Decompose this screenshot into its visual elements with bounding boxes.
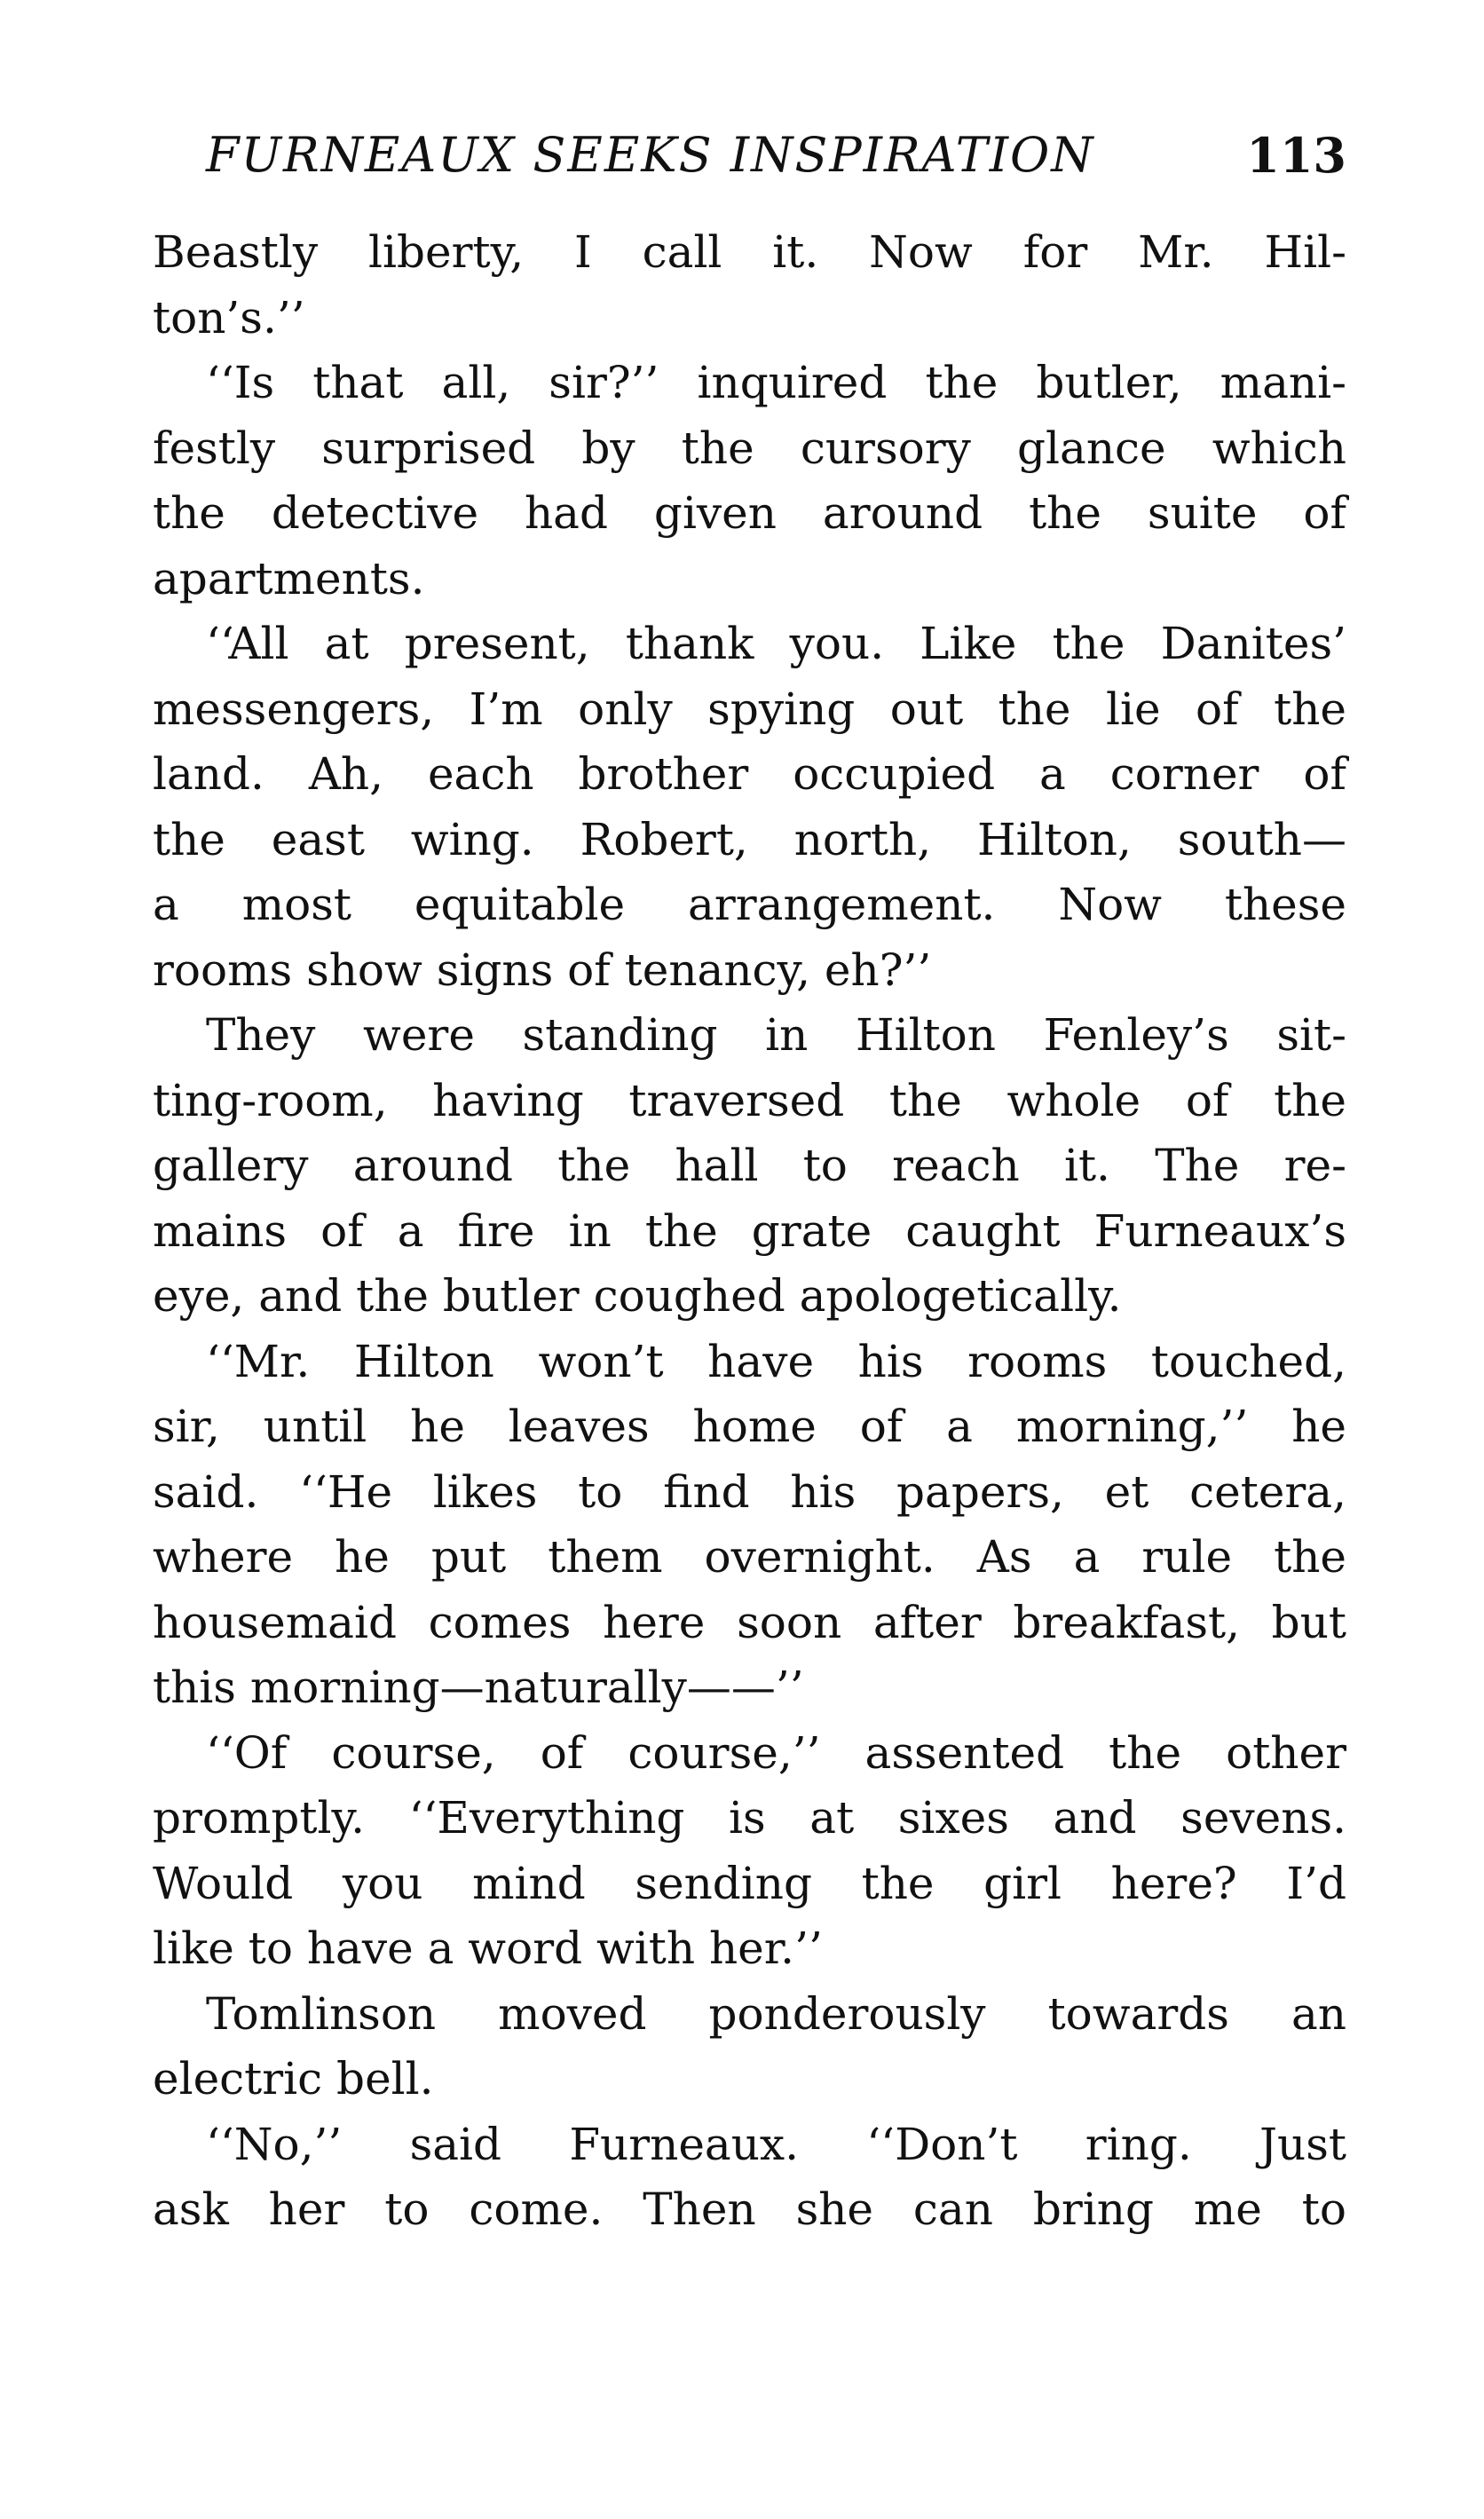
text-line: said. ‘‘He likes to find his papers, et cetera, xyxy=(153,1465,1346,1518)
text-line: electric bell. xyxy=(153,2053,434,2104)
text-line: eye, and the butler coughed apologetically. xyxy=(153,1270,1122,1322)
text-line: a most equitable arrangement. Now these xyxy=(153,879,1346,930)
text-line: They were standing in Hilton Fenley’s sit- xyxy=(206,1009,1346,1061)
text-line: Beastly liberty, I call it. Now for Mr. Hil- xyxy=(153,226,1346,278)
text-line: ton’s.’’ xyxy=(153,291,305,344)
text-line: ting-room, having traversed the whole of the xyxy=(153,1074,1346,1126)
running-title: FURNEAUX SEEKS INSPIRATION xyxy=(206,127,1095,183)
text-line: festly surprised by the cursory glance which xyxy=(153,422,1346,474)
text-line: mains of a fire in the grate caught Furneaux’s xyxy=(153,1204,1346,1257)
text-line: the detective had given around the suite of xyxy=(153,487,1346,539)
text-line: like to have a word with her.’’ xyxy=(153,1923,823,1974)
text-line: gallery around the hall to reach it. The re- xyxy=(153,1140,1346,1191)
text-line: messengers, I’m only spying out the lie of the xyxy=(153,683,1346,735)
body-text xyxy=(153,220,1346,2243)
text-line: where he put them overnight. As a rule the xyxy=(153,1531,1346,1583)
text-line: housemaid comes here soon after breakfast, but xyxy=(153,1596,1346,1648)
text-line: ‘‘Mr. Hilton won’t have his rooms touched, xyxy=(206,1335,1346,1387)
text-line: rooms show signs of tenancy, eh?’’ xyxy=(153,944,932,996)
text-line: promptly. ‘‘Everything is at sixes and sevens. xyxy=(153,1792,1346,1844)
text-line: Tomlinson moved ponderously towards an xyxy=(206,1987,1346,2040)
text-line: ‘‘All at present, thank you. Like the Danites’ xyxy=(206,618,1346,669)
page-header xyxy=(153,124,1346,186)
text-line: land. Ah, each brother occupied a corner of xyxy=(153,748,1346,800)
text-line: sir, until he leaves home of a morning,’’ he xyxy=(153,1401,1346,1452)
text-line: the east wing. Robert, north, Hilton, south— xyxy=(153,813,1346,865)
text-line: apartments. xyxy=(153,552,425,604)
text-line: ‘‘No,’’ said Furneaux. ‘‘Don’t ring. Just xyxy=(206,2118,1346,2170)
text-line: ‘‘Is that all, sir?’’ inquired the butler, mani- xyxy=(206,357,1346,408)
text-line: Would you mind sending the girl here? I’d xyxy=(153,1857,1346,1909)
text-line: ask her to come. Then she can bring me to xyxy=(153,2183,1346,2235)
text-line: this morning—naturally——’’ xyxy=(153,1662,804,1713)
page-number: 113 xyxy=(1246,127,1346,184)
text-line: ‘‘Of course, of course,’’ assented the other xyxy=(206,1726,1346,1779)
